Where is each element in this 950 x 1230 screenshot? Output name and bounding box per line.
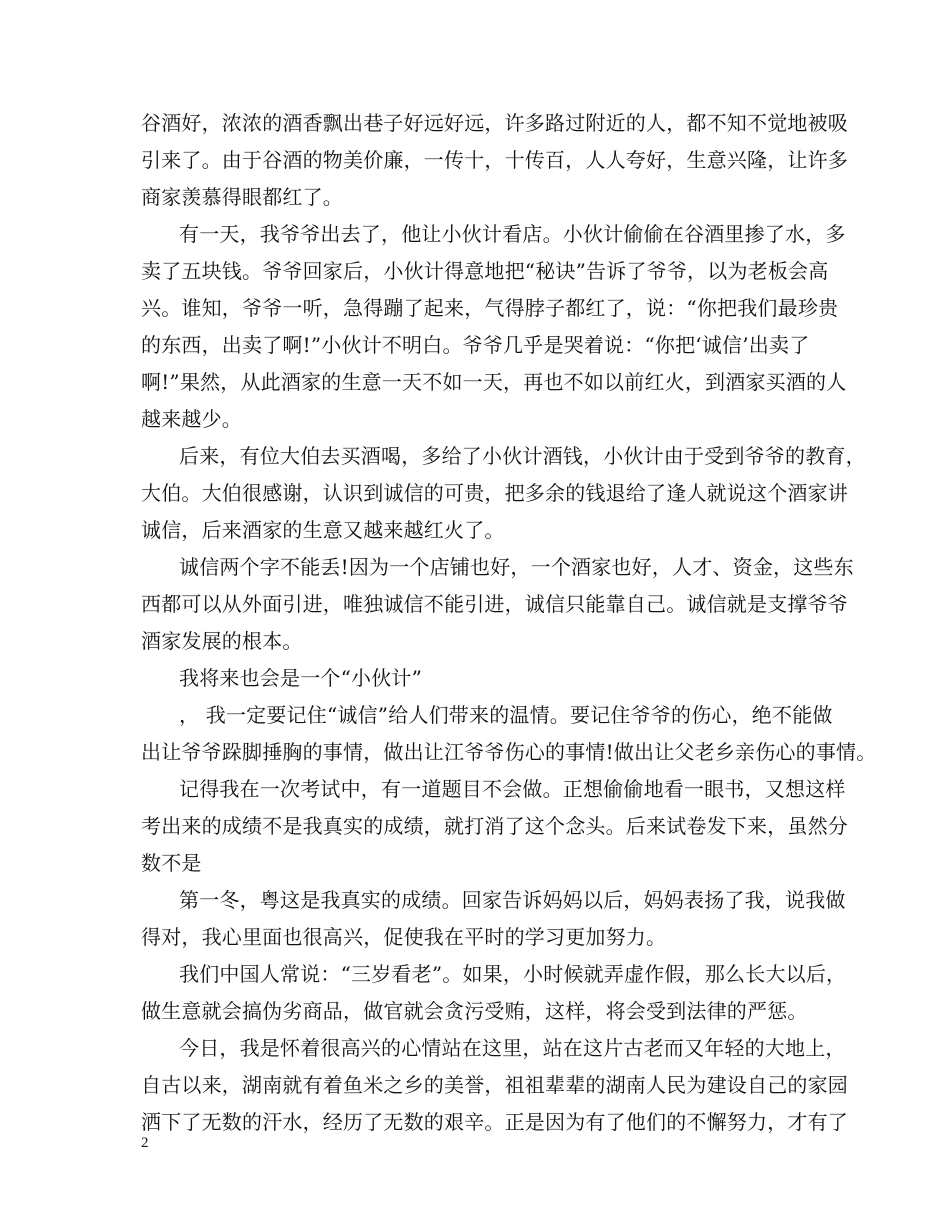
text-line: 兴。谁知，爷爷一听，急得蹦了起来，气得脖子都红了，说：“你把我们最珍贵	[141, 296, 839, 320]
text-line: 数不是	[141, 851, 202, 875]
paragraph-first-line: 我将来也会是一个“小伙计”	[179, 666, 423, 690]
paragraph-first-line: 第一冬，粤这是我真实的成绩。回家告诉妈妈以后，妈妈表扬了我，说我做	[179, 888, 846, 912]
text-line: 诚信，后来酒家的生意又越来越红火了。	[141, 518, 505, 542]
text-line: 谷酒好，浓浓的酒香飘出巷子好远好远，许多路过附近的人，都不知不觉地被吸	[141, 111, 848, 135]
paragraph-first-line: 有一天，我爷爷出去了，他让小伙计看店。小伙计偷偷在谷酒里掺了水，多	[179, 222, 846, 246]
text-line: 越来越少。	[141, 407, 242, 431]
text-line: 洒下了无数的汗水，经历了无数的艰辛。正是因为有了他们的不懈努力，才有了	[141, 1110, 848, 1134]
paragraph-first-line: 我们中国人常说：“三岁看老”。如果，小时候就弄虚作假，那么长大以后，	[179, 962, 847, 986]
text-line: 自古以来，湖南就有着鱼米之乡的美誉，祖祖辈辈的湖南人民为建设自己的家园	[141, 1073, 848, 1097]
text-line: 引来了。由于谷酒的物美价廉，一传十，十传百，人人夸好，生意兴隆，让许多	[141, 148, 848, 172]
paragraph-first-line: 后来，有位大伯去买酒喝，多给了小伙计酒钱，小伙计由于受到爷爷的教育，	[179, 444, 866, 468]
text-line: 得对，我心里面也很高兴，促使我在平时的学习更加努力。	[141, 925, 667, 949]
paragraph-first-line: 今日，我是怀着很高兴的心情站在这里，站在这片古老而又年轻的大地上，	[179, 1036, 846, 1060]
text-line: 西都可以从外面引进，唯独诚信不能引进，诚信只能靠自己。诚信就是支撑爷爷	[141, 592, 848, 616]
paragraph-first-line: 记得我在一次考试中，有一道题目不会做。正想偷偷地看一眼书，又想这样	[179, 777, 846, 801]
page-number: 2	[141, 1135, 149, 1151]
text-line: 做生意就会搞伪劣商品，做官就会贪污受贿，这样，将会受到法律的严惩。	[141, 999, 808, 1023]
text-line: 的东西，出卖了啊!”小伙计不明白。爷爷几乎是哭着说：“你把‘诚信’出卖了	[141, 333, 810, 357]
paragraph-first-line: 诚信两个字不能丢!因为一个店铺也好，一个酒家也好，人才、资金，这些东	[179, 555, 854, 579]
text-line: 卖了五块钱。爷爷回家后，小伙计得意地把“秘诀”告诉了爷爷，以为老板会高	[141, 259, 829, 283]
text-line: 考出来的成绩不是我真实的成绩，就打消了这个念头。后来试卷发下来，虽然分	[141, 814, 848, 838]
text-line: 啊!”果然，从此酒家的生意一天不如一天，再也不如以前红火，到酒家买酒的人	[141, 370, 847, 394]
text-line: 大伯。大伯很感谢，认识到诚信的可贵，把多余的钱退给了逢人就说这个酒家讲	[141, 481, 848, 505]
body-text	[141, 105, 877, 1141]
text-line: 出让爷爷跺脚捶胸的事情，做出让江爷爷伤心的事情!做出让父老乡亲伤心的事情。	[141, 740, 877, 764]
text-line: 酒家发展的根本。	[141, 629, 303, 653]
paragraph-first-line: ， 我一定要记住“诚信”给人们带来的温情。要记住爷爷的伤心，绝不能做	[179, 703, 833, 727]
text-line: 商家羡慕得眼都红了。	[141, 185, 343, 209]
